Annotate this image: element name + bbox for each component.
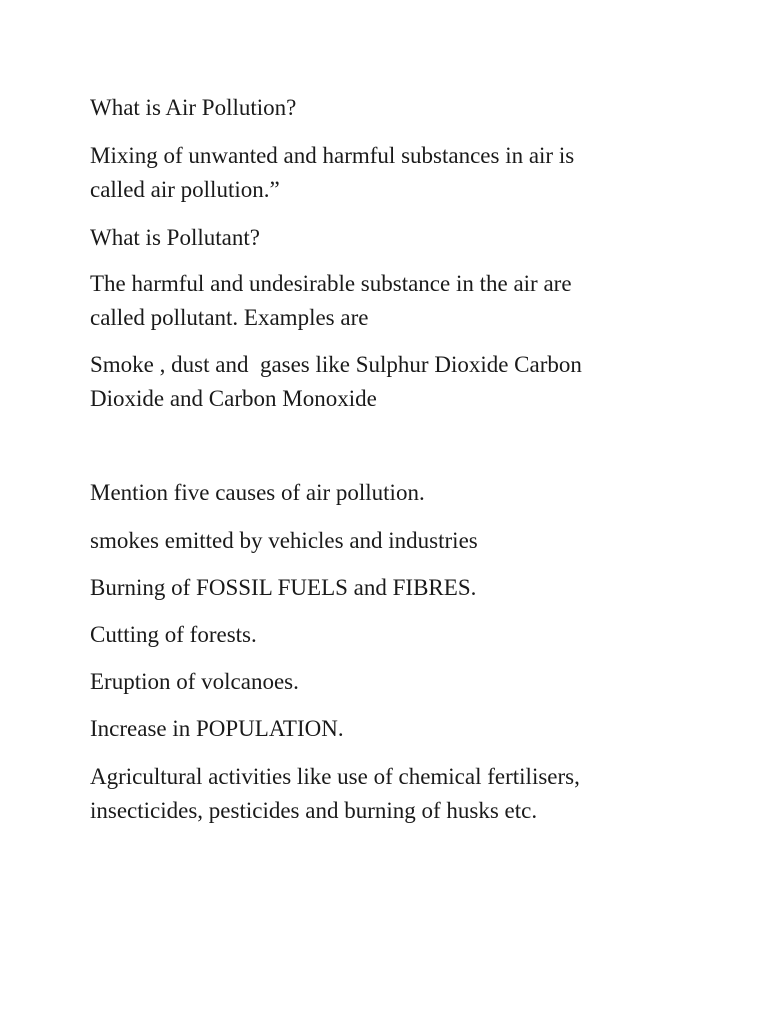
cause-item: Eruption of volcanoes. — [90, 669, 299, 694]
air-pollution-definition-line-2: called air pollution.” — [90, 177, 280, 202]
question-causes-heading: Mention five causes of air pollution. — [90, 480, 425, 505]
cause-item: smokes emitted by vehicles and industries — [90, 528, 478, 553]
cause-agriculture-line-1: Agricultural activities like use of chemical fertilisers, — [90, 764, 580, 789]
cause-item: Increase in POPULATION. — [90, 716, 344, 741]
cause-agriculture-line-2: insecticides, pesticides and burning of husks etc. — [90, 798, 538, 823]
question-pollutant-heading: What is Pollutant? — [90, 225, 260, 250]
question-air-pollution-heading: What is Air Pollution? — [90, 95, 297, 120]
pollutant-examples-line-2: Dioxide and Carbon Monoxide — [90, 386, 377, 411]
cause-item: Burning of FOSSIL FUELS and FIBRES. — [90, 575, 477, 600]
cause-item: Cutting of forests. — [90, 622, 257, 647]
pollutant-examples-line-1: Smoke , dust and gases like Sulphur Dioxide Carbon — [90, 352, 582, 377]
air-pollution-definition-line-1: Mixing of unwanted and harmful substances in air is — [90, 143, 575, 168]
pollutant-definition-line-2: called pollutant. Examples are — [90, 305, 369, 330]
pollutant-definition-line-1: The harmful and undesirable substance in the air are — [90, 271, 572, 296]
